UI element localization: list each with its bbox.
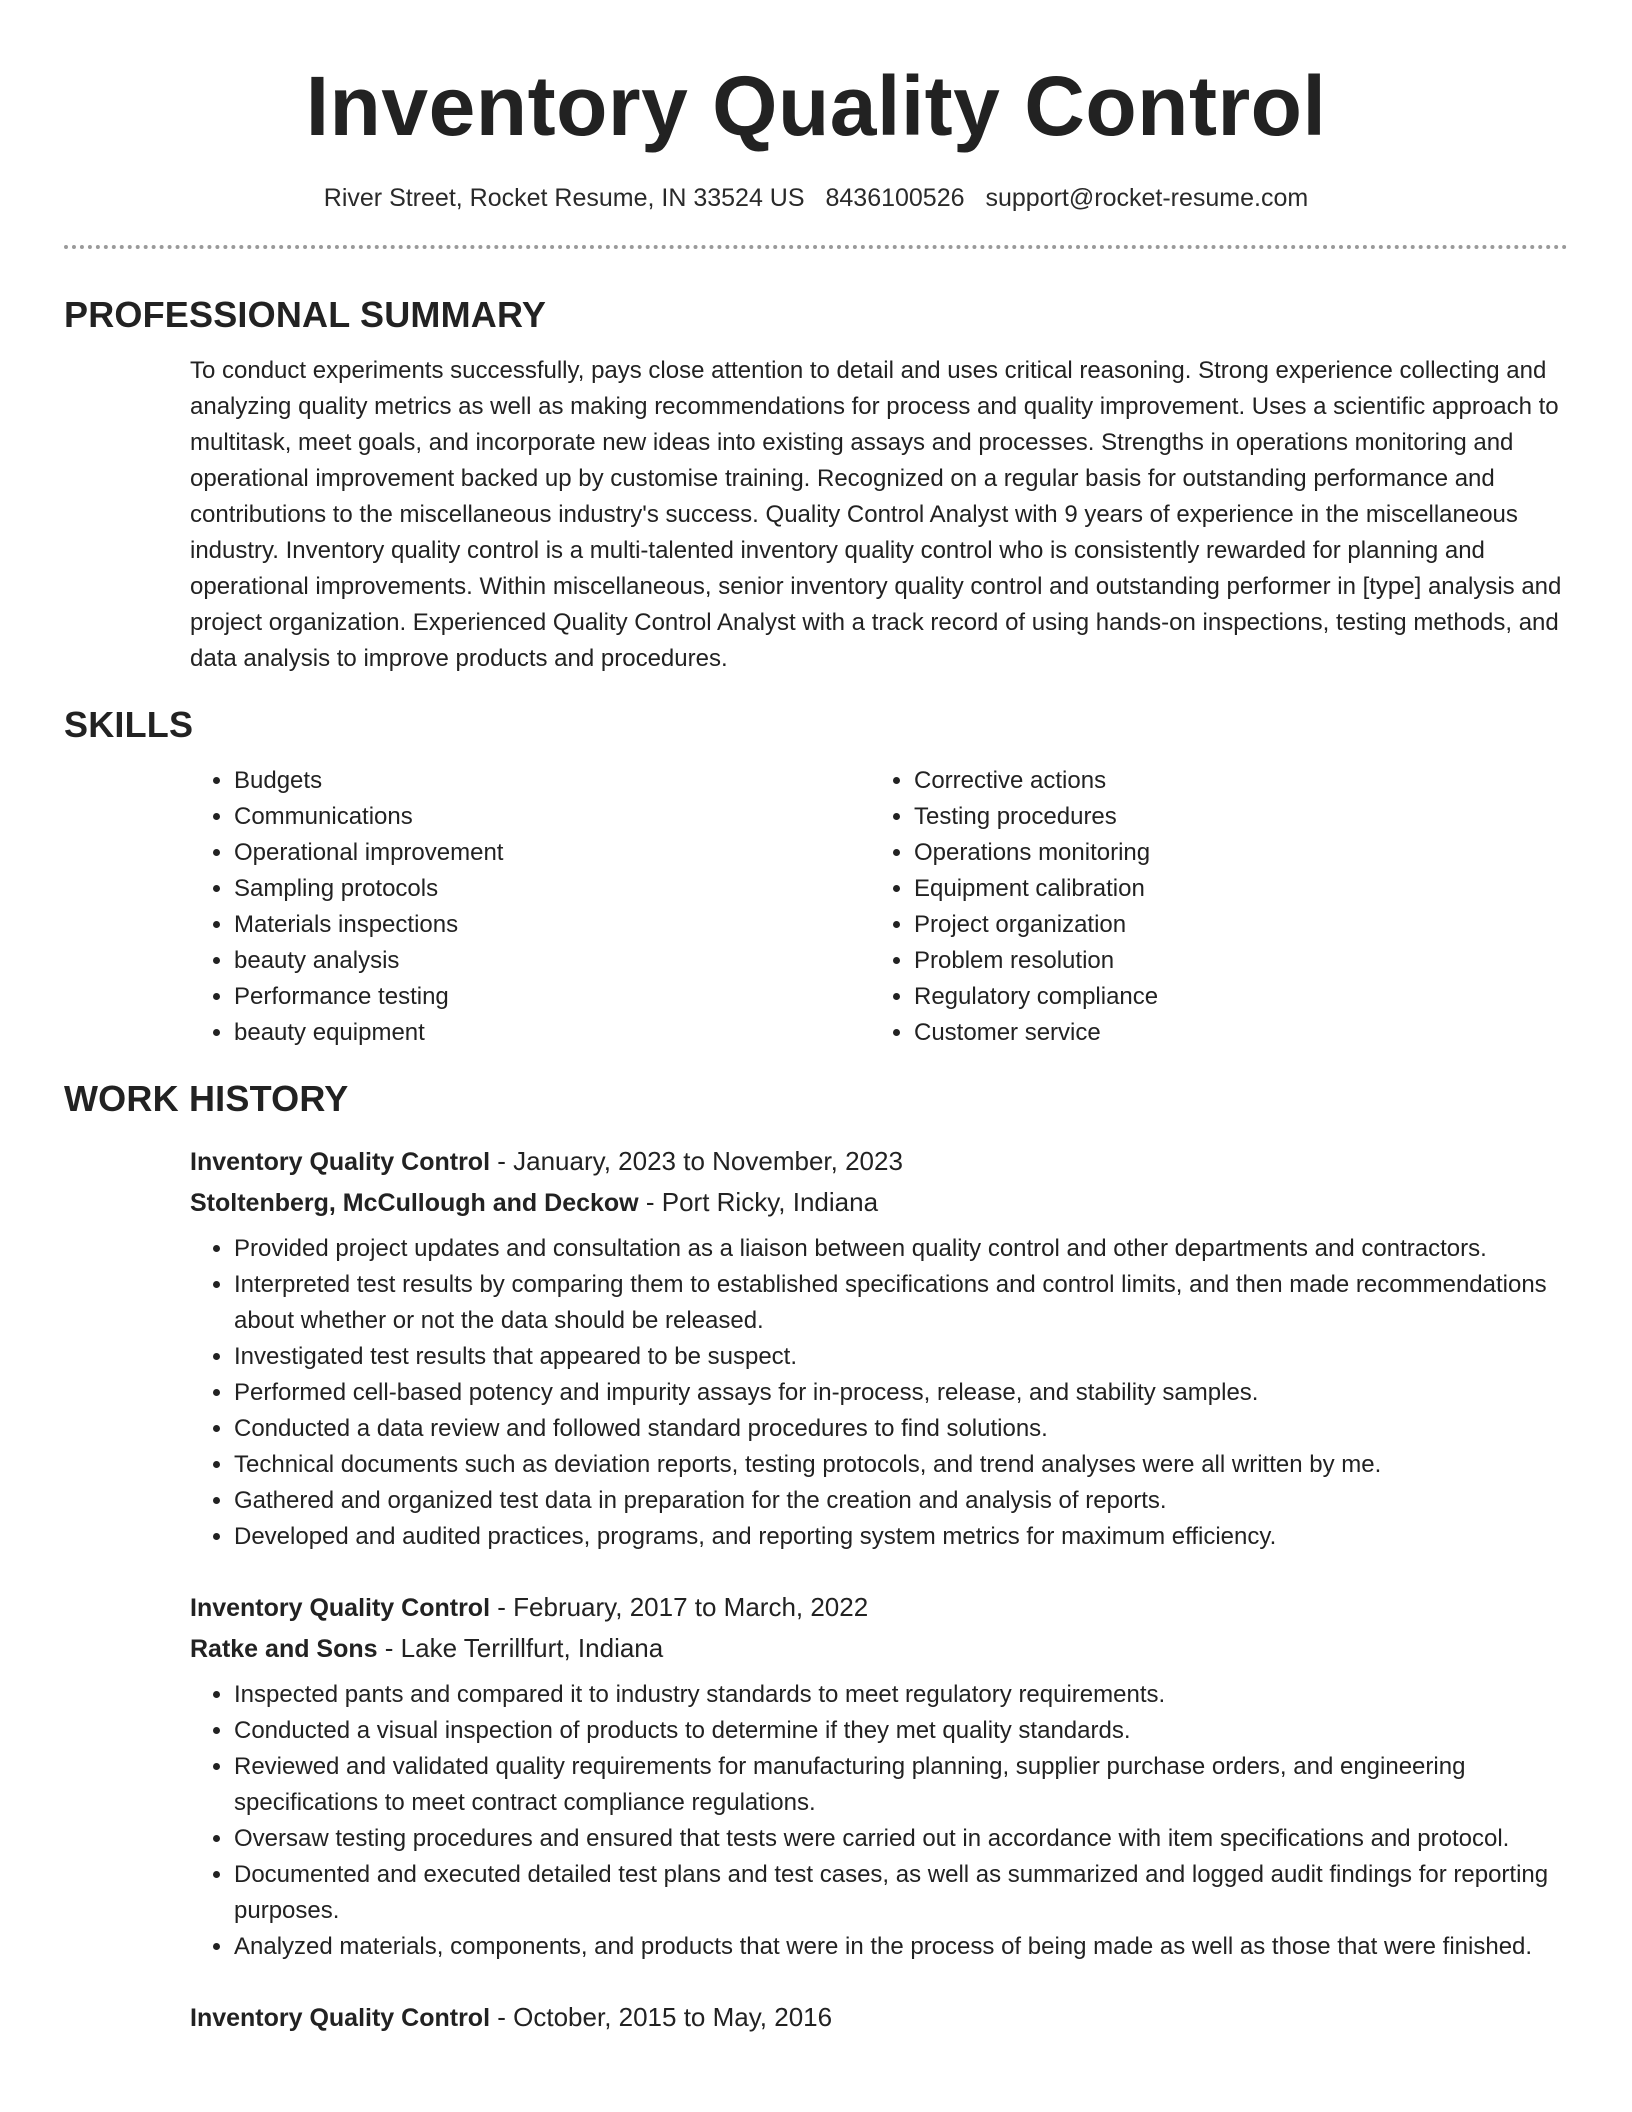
job-bullet: • Provided project updates and consultation as a liaison between quality control and other departments and contractors. bbox=[234, 1231, 1568, 1267]
skills-section bbox=[64, 703, 1568, 1051]
skill-item: • Operational improvement bbox=[234, 835, 870, 871]
job-title-line bbox=[190, 1141, 1568, 1182]
job-role: Inventory Quality Control bbox=[190, 1148, 491, 1176]
job-bullet: • Performed cell-based potency and impurity assays for in-process, release, and stability samples. bbox=[234, 1375, 1568, 1411]
job-bullet: • Oversaw testing procedures and ensured that tests were carried out in accordance with item specifications and protocol. bbox=[234, 1821, 1568, 1857]
summary-text: To conduct experiments successfully, pays close attention to detail and uses critical reasoning. Strong experience collecting and analyzing quality metrics as well as making recommendations for process and quality improvement. Uses a scientific approach to multitask, meet goals, and incorporate new ideas into existing assays and processes. Strengths in operations monitoring and operational improvement backed up by customise training. Recognized on a regular basis for outstanding performance and contributions to the miscellaneous industry's success. Quality Control Analyst with 9 years of experience in the miscellaneous industry. Inventory quality control is a multi-talented inventory quality control who is consistently rewarded for planning and operational improvements. Within miscellaneous, senior inventory quality control and outstanding performer in [type] analysis and project organization. Experienced Quality Control Analyst with a track record of using hands-on inspections, testing methods, and data analysis to improve products and procedures. bbox=[190, 357, 1562, 672]
contact-phone: 8436100526 bbox=[825, 184, 965, 212]
job-title-line bbox=[190, 1587, 1568, 1628]
job-title-line bbox=[190, 1997, 1568, 2038]
job-company-line bbox=[190, 1628, 1568, 1669]
job-location: - Lake Terrillfurt, Indiana bbox=[377, 1633, 664, 1663]
summary-body bbox=[64, 353, 1568, 677]
professional-summary-section bbox=[64, 293, 1568, 677]
job-bullet: • Conducted a data review and followed standard procedures to find solutions. bbox=[234, 1411, 1568, 1447]
work-history-section bbox=[64, 1077, 1568, 2038]
skill-item: • Equipment calibration bbox=[914, 871, 1550, 907]
skill-item: • Communications bbox=[234, 799, 870, 835]
skill-item: • Testing procedures bbox=[914, 799, 1550, 835]
skills-column-right bbox=[870, 763, 1550, 1051]
skill-item: • Operations monitoring bbox=[914, 835, 1550, 871]
skill-item: • Corrective actions bbox=[914, 763, 1550, 799]
job-location: - Port Ricky, Indiana bbox=[638, 1187, 879, 1217]
work-history-body bbox=[64, 1141, 1568, 2038]
skill-item: • Budgets bbox=[234, 763, 870, 799]
job-dates: - October, 2015 to May, 2016 bbox=[490, 2002, 833, 2032]
section-title-summary: PROFESSIONAL SUMMARY bbox=[64, 294, 547, 335]
section-title-skills: SKILLS bbox=[64, 704, 194, 745]
candidate-name: Inventory Quality Control bbox=[305, 59, 1327, 153]
skill-item: • Regulatory compliance bbox=[914, 979, 1550, 1015]
job-bullet: • Technical documents such as deviation reports, testing protocols, and trend analyses were all written by me. bbox=[234, 1447, 1568, 1483]
job-company: Ratke and Sons bbox=[190, 1635, 378, 1663]
header-divider bbox=[64, 245, 1568, 249]
job-entry bbox=[190, 1997, 1568, 2038]
job-bullets bbox=[190, 1677, 1568, 1965]
job-bullet: • Investigated test results that appeared to be suspect. bbox=[234, 1339, 1568, 1375]
job-bullet: • Gathered and organized test data in preparation for the creation and analysis of reports. bbox=[234, 1483, 1568, 1519]
skill-item: • Sampling protocols bbox=[234, 871, 870, 907]
skill-item: • beauty equipment bbox=[234, 1015, 870, 1051]
contact-email: support@rocket-resume.com bbox=[985, 184, 1309, 212]
skills-list bbox=[64, 763, 1568, 1051]
job-bullet: • Conducted a visual inspection of products to determine if they met quality standards. bbox=[234, 1713, 1568, 1749]
contact-line bbox=[64, 180, 1568, 216]
job-bullet: • Reviewed and validated quality requirements for manufacturing planning, supplier purchase orders, and engineering specifications to meet contract compliance regulations. bbox=[234, 1749, 1568, 1821]
job-bullets bbox=[190, 1231, 1568, 1555]
job-bullet: • Interpreted test results by comparing them to established specifications and control limits, and then made recommendations about whether or not the data should be released. bbox=[234, 1267, 1568, 1339]
skill-item: • Performance testing bbox=[234, 979, 870, 1015]
job-company-line bbox=[190, 1182, 1568, 1223]
skill-item: • Project organization bbox=[914, 907, 1550, 943]
job-bullet: • Analyzed materials, components, and products that were in the process of being made as well as those that were finished. bbox=[234, 1929, 1568, 1965]
job-role: Inventory Quality Control bbox=[190, 2004, 491, 2032]
job-bullet: • Documented and executed detailed test plans and test cases, as well as summarized and logged audit findings for reporting purposes. bbox=[234, 1857, 1568, 1929]
job-entry bbox=[190, 1141, 1568, 1555]
skill-item: • Materials inspections bbox=[234, 907, 870, 943]
job-company: Stoltenberg, McCullough and Deckow bbox=[190, 1189, 639, 1217]
job-role: Inventory Quality Control bbox=[190, 1594, 491, 1622]
skill-item: • beauty analysis bbox=[234, 943, 870, 979]
skill-item: • Customer service bbox=[914, 1015, 1550, 1051]
job-entry bbox=[190, 1587, 1568, 1965]
resume-header bbox=[64, 0, 1568, 216]
skill-item: • Problem resolution bbox=[914, 943, 1550, 979]
section-title-work-history: WORK HISTORY bbox=[64, 1078, 349, 1119]
job-dates: - January, 2023 to November, 2023 bbox=[490, 1146, 903, 1176]
job-dates: - February, 2017 to March, 2022 bbox=[490, 1592, 869, 1622]
job-bullet: • Inspected pants and compared it to industry standards to meet regulatory requirements. bbox=[234, 1677, 1568, 1713]
contact-address: River Street, Rocket Resume, IN 33524 US bbox=[323, 184, 805, 212]
job-bullet: • Developed and audited practices, programs, and reporting system metrics for maximum efficiency. bbox=[234, 1519, 1568, 1555]
skills-column-left bbox=[190, 763, 870, 1051]
